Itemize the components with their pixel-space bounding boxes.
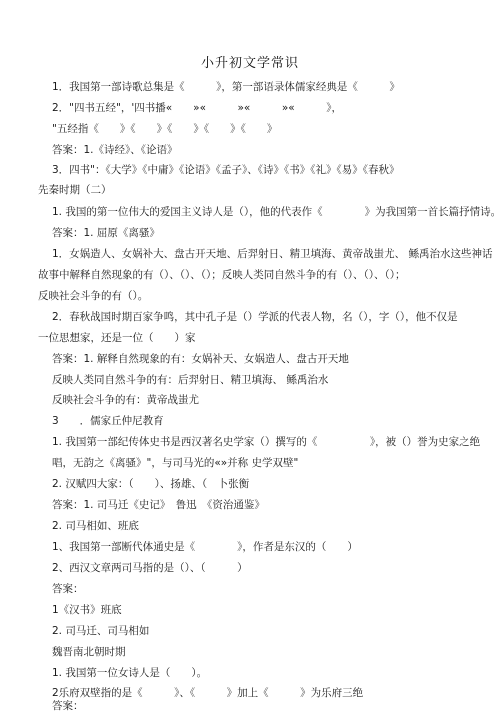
text-line: 3．四书"：《大学》《中庸》《论语》《孟子》、《诗》《书》《礼》《易》《春秋》 [52, 164, 400, 176]
text-line: 一位思想家，还是一位（ ）家 [38, 332, 196, 344]
text-line: 反映人类同自然斗争的有：后羿射日、精卫填海、 鲧禹治水 [52, 374, 329, 386]
text-line: 1．我国第一部诗歌总集是《 》，第一部语录体儒家经典是《 》 [52, 81, 400, 93]
text-line: 2. 司马迁、司马相如 [52, 625, 150, 637]
text-line: 反映社会斗争的有（）。 [38, 290, 149, 302]
text-line: 答案： [52, 583, 84, 595]
text-line: 故事中解释自然现象的有（）、（）、（）；反映人类同自然斗争的有（）、（）、（）； [38, 269, 406, 281]
text-line: 答案：1.《诗经》、《论语》 [52, 144, 178, 156]
text-line: 2．春秋战国时期百家争鸣，其中孔子是（）学派的代表人物，名（），字（），他不仅是 [52, 311, 458, 323]
text-line: 1. 我国第一部纪传体史书是西汉著名史学家（）撰写的《 》，被（）誉为史家之绝 [52, 436, 481, 448]
text-line: 1．女娲造人、女娲补大、盘古开天地、后羿射日、精卫填海、黄帝战蚩尤、 鲧禹治水这些神话 [52, 248, 493, 260]
text-line: 2. 司马相如、班底 [52, 520, 139, 532]
text-line: 答案： [52, 700, 84, 712]
text-line: 答案：1. 屈原《离骚》 [52, 227, 160, 239]
text-line: 1. 我国第一位女诗人是（ ）。 [52, 667, 208, 679]
text-line: 答案：1. 司马迁《史记》 鲁迅 《资治通鉴》 [52, 499, 265, 511]
section-heading: 魏晋南北朝时期 [52, 646, 126, 658]
text-line: 反映社会斗争的有：黄帝战蚩尤 [52, 394, 199, 406]
text-line: "五经指《 》《 》《 》《 》《 》 [52, 123, 278, 135]
text-line: 3 ．儒家丘仲尼教育 [52, 415, 164, 427]
section-heading: 先秦时期（二） [38, 184, 112, 196]
text-line: 唱，无韵之《离骚》"，与司马光的«»并称 史学双壁" [52, 457, 299, 469]
text-line: 1、我国第一部断代体通史是《 》，作者是东汉的（ ） [52, 541, 358, 553]
text-line: 2. 汉赋四大家：（ ）、扬雄、（ 卜张衡 [52, 478, 250, 490]
text-line: 2、西汉文章两司马指的是（）、（ ） [52, 562, 248, 574]
text-line: 2乐府双壁指的是《 》、《 》加上《 》为乐府三绝 [52, 687, 364, 699]
text-line: 答案：1. 解释自然现象的有：女娲补天、女娲造人、盘古开天地 [52, 353, 349, 365]
text-line: 2．"四书五经"，'四书播« »« »« »« 》， [52, 102, 342, 114]
text-line: 1. 我国的第一位伟大的爱国主义诗人是（），他的代表作《 》为我国第一首长篇抒情诗。 [52, 206, 501, 218]
page-title: 小升初文学常识 [200, 56, 299, 71]
text-line: 1《汉书》班底 [52, 604, 122, 616]
